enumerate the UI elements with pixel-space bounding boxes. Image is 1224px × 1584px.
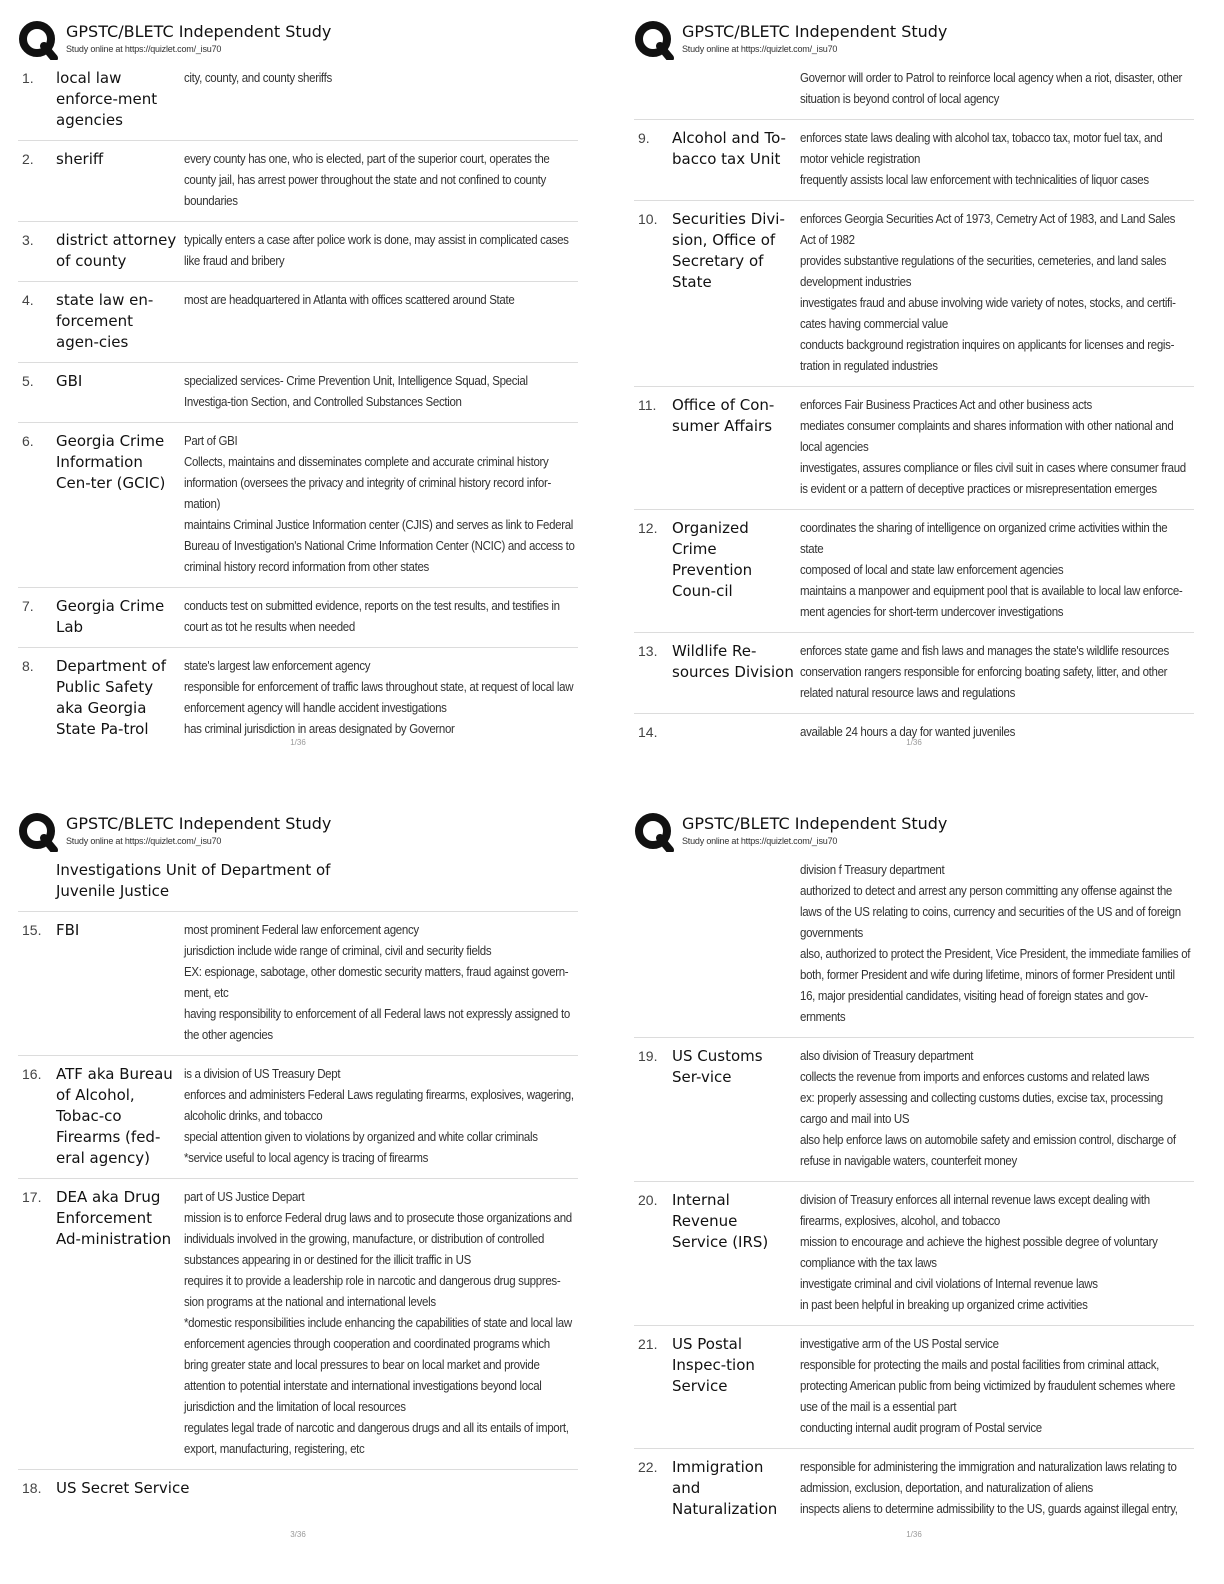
- definition-line: Governor will order to Patrol to reinforce local agency when a riot, disaster, other situation is beyond control of local agency: [800, 71, 1183, 106]
- term-number: 2.: [22, 151, 34, 167]
- definition-line: mission to encourage and achieve the highest possible degree of voluntary compliance with the tax laws: [800, 1235, 1158, 1270]
- term-definitions: [184, 596, 575, 638]
- term-label: Organized Crime Prevention Coun-cil: [672, 519, 753, 600]
- term-definitions: [800, 1334, 1191, 1439]
- definition-line: authorized to detect and arrest any person committing any offense against the laws of the US relating to coins, currency and securities of the US and of foreign governments: [800, 884, 1181, 940]
- definition-line: also, authorized to protect the President, Vice President, the immediate families of both, former President and wife during lifetime, minors of former President until 16, major presidential candidates, visiting head of foreign states and gov-ernments: [800, 947, 1191, 1024]
- term-number: 8.: [22, 658, 34, 674]
- definition-line: is a division of US Treasury Dept: [184, 1067, 341, 1081]
- term-label: US Postal Inspec-tion Service: [672, 1335, 755, 1395]
- definition-line: maintains Criminal Justice Information center (CJIS) and serves as link to Federal Bureau of Investigation's National Crime Information Center (NCIC) and access to criminal history record information from other states: [184, 518, 575, 574]
- term-definitions: [184, 68, 575, 89]
- term-row: [634, 510, 1194, 633]
- quizlet-logo-icon: [634, 20, 674, 60]
- term-number: 22.: [638, 1459, 658, 1475]
- term-label: local law enforce-ment agencies: [56, 69, 158, 129]
- definition-line: division f Treasury department: [800, 863, 945, 877]
- term-label: FBI: [56, 921, 80, 939]
- definition-line: division of Treasury enforces all internal revenue laws except dealing with firearms, explosives, alcohol, and tobacco: [800, 1193, 1150, 1228]
- term-row: [634, 633, 1194, 714]
- page-title: GPSTC/BLETC Independent Study: [682, 814, 948, 833]
- quizlet-logo-icon: [18, 812, 58, 852]
- term-row: [634, 1449, 1194, 1529]
- term-number: 13.: [638, 643, 658, 659]
- page-header: [634, 18, 1194, 62]
- definition-line: investigative arm of the US Postal service: [800, 1337, 999, 1351]
- term-label: US Secret Service: [56, 1479, 190, 1497]
- definition-line: regulates legal trade of narcotic and dangerous drugs and all its entails of import, export, manufacturing, registering, etc: [184, 1421, 569, 1456]
- term-number: 3.: [22, 232, 34, 248]
- study-page: [634, 18, 1216, 788]
- term-row: [18, 141, 578, 222]
- term-row: [634, 120, 1194, 201]
- term-row: [634, 60, 1194, 120]
- term-definitions: [184, 1064, 575, 1169]
- term-definitions: [800, 860, 1191, 1028]
- term-row: [634, 1326, 1194, 1449]
- page-header: [634, 810, 1194, 854]
- term-list: [634, 852, 1194, 1529]
- definition-line: has criminal jurisdiction in areas designated by Governor: [184, 722, 455, 736]
- definition-line: also division of Treasury department: [800, 1049, 974, 1063]
- definition-line: *domestic responsibilities include enhancing the capabilities of state and local law enforcement agencies through cooperation and coordinated programs which bring greater state and local pressures to bear on local market and provide attention to potential interstate and international investigations beyond local jurisdiction and the limitation of local resources: [184, 1316, 572, 1414]
- term-label: Immigration and Naturalization: [672, 1458, 778, 1518]
- term-row: [18, 363, 578, 423]
- definition-line: requires it to provide a leadership role in narcotic and dangerous drug suppres-sion programs at the national and international levels: [184, 1274, 561, 1309]
- term-row: [634, 1182, 1194, 1326]
- page-title: GPSTC/BLETC Independent Study: [66, 22, 332, 41]
- page-title: GPSTC/BLETC Independent Study: [682, 22, 948, 41]
- definition-line: typically enters a case after police work is done, may assist in complicated cases like fraud and bribery: [184, 233, 569, 268]
- term-list: [18, 852, 578, 1508]
- definition-line: collects the revenue from imports and enforces customs and related laws: [800, 1070, 1150, 1084]
- definition-line: every county has one, who is elected, part of the superior court, operates the county jail, has arrest power throughout the state and not confined to county boundaries: [184, 152, 550, 208]
- term-row: [18, 588, 578, 648]
- page-header: [18, 810, 578, 854]
- term-definitions: [800, 395, 1191, 500]
- term-number: 6.: [22, 433, 34, 449]
- definition-line: maintains a manpower and equipment pool that is available to local law enforce-ment agencies for short-term undercover investigations: [800, 584, 1183, 619]
- term-definitions: [184, 920, 575, 1046]
- term-number: 1.: [22, 70, 34, 86]
- definition-line: enforces state laws dealing with alcohol tax, tobacco tax, motor fuel tax, and motor vehicle registration: [800, 131, 1163, 166]
- term-label: US Customs Ser-vice: [672, 1047, 763, 1086]
- term-definitions: [800, 1190, 1191, 1316]
- definition-line: state's largest law enforcement agency: [184, 659, 371, 673]
- term-list: [18, 60, 578, 749]
- term-row: [18, 282, 578, 363]
- term-row: [18, 1179, 578, 1470]
- term-number: 9.: [638, 130, 650, 146]
- term-label: Department of Public Safety aka Georgia State Pa-trol: [56, 657, 166, 738]
- definition-line: conservation rangers responsible for enforcing boating safety, litter, and other related natural resource laws and regulations: [800, 665, 1168, 700]
- page-title: GPSTC/BLETC Independent Study: [66, 814, 332, 833]
- definition-line: city, county, and county sheriffs: [184, 71, 332, 85]
- definition-line: mission is to enforce Federal drug laws and to prosecute those organizations and individuals involved in the growing, manufacture, or distribution of controlled substances appearing in or destined for the illicit traffic in US: [184, 1211, 572, 1267]
- page-header: [18, 18, 578, 62]
- term-definitions: [184, 1187, 575, 1460]
- term-definitions: [184, 230, 575, 272]
- page-subtitle: Study online at https://quizlet.com/_isu70: [682, 836, 838, 846]
- definition-line: ex: properly assessing and collecting customs duties, excise tax, processing cargo and mail into US: [800, 1091, 1163, 1126]
- definition-line: investigates fraud and abuse involving wide variety of notes, stocks, and certifi-cates having commercial value: [800, 296, 1176, 331]
- term-number: 20.: [638, 1192, 658, 1208]
- term-number: 14.: [638, 724, 658, 740]
- term-row: [18, 222, 578, 282]
- term-row: [634, 852, 1194, 1038]
- definition-line: Part of GBI: [184, 434, 238, 448]
- definition-line: frequently assists local law enforcement with technicalities of liquor cases: [800, 173, 1149, 187]
- term-label: district attorney of county: [56, 231, 177, 270]
- term-row: [18, 912, 578, 1056]
- definition-line: composed of local and state law enforcement agencies: [800, 563, 1064, 577]
- term-row: [18, 423, 578, 588]
- page-subtitle: Study online at https://quizlet.com/_isu70: [66, 836, 222, 846]
- term-number: 5.: [22, 373, 34, 389]
- page-number: 1/36: [906, 1530, 922, 1539]
- term-number: 15.: [22, 922, 42, 938]
- term-row: [18, 852, 578, 912]
- term-label: Alcohol and To-bacco tax Unit: [672, 129, 786, 168]
- term-row: [634, 201, 1194, 387]
- term-number: 21.: [638, 1336, 658, 1352]
- page-number: 3/36: [290, 1530, 306, 1539]
- term-row: [634, 1038, 1194, 1182]
- term-definitions: [800, 1046, 1191, 1172]
- definition-line: investigates, assures compliance or files civil suit in cases where consumer fraud is evident or a pattern of deceptive practices or misrepresentation emerges: [800, 461, 1186, 496]
- page-subtitle: Study online at https://quizlet.com/_isu70: [682, 44, 838, 54]
- definition-line: conducts test on submitted evidence, reports on the test results, and testifies in court as tot he results when needed: [184, 599, 560, 634]
- term-label: Georgia Crime Information Cen-ter (GCIC): [56, 432, 166, 492]
- definition-line: mediates consumer complaints and shares information with other national and local agencies: [800, 419, 1174, 454]
- term-row: [18, 648, 578, 749]
- definition-line: Collects, maintains and disseminates complete and accurate criminal history information (oversees the privacy and integrity of criminal history record infor-mation): [184, 455, 551, 511]
- definition-line: inspects aliens to determine admissibility to the US, guards against illegal entry,: [800, 1502, 1178, 1516]
- definition-line: investigate criminal and civil violations of Internal revenue laws: [800, 1277, 1098, 1291]
- term-row: [634, 387, 1194, 510]
- term-number: 4.: [22, 292, 34, 308]
- term-number: 12.: [638, 520, 658, 536]
- term-number: 11.: [638, 397, 657, 413]
- definition-line: enforces Fair Business Practices Act and other business acts: [800, 398, 1092, 412]
- term-definitions: [184, 149, 575, 212]
- term-number: 19.: [638, 1048, 658, 1064]
- term-number: 16.: [22, 1066, 42, 1082]
- quizlet-logo-icon: [18, 20, 58, 60]
- definition-line: in past been helpful in breaking up organized crime activities: [800, 1298, 1088, 1312]
- term-label: ATF aka Bureau of Alcohol, Tobac-co Firearms (fed-eral agency): [56, 1065, 173, 1167]
- definition-line: *service useful to local agency is tracing of firearms: [184, 1151, 429, 1165]
- study-page: [18, 18, 600, 788]
- term-number: 17.: [22, 1189, 42, 1205]
- term-label: Investigations Unit of Department of Juvenile Justice: [56, 861, 331, 900]
- term-definitions: [800, 209, 1191, 377]
- term-label: Wildlife Re-sources Division: [672, 642, 794, 681]
- definition-line: conducts background registration inquires on applicants for licenses and regis-tration in regulated industries: [800, 338, 1175, 373]
- term-label: Georgia Crime Lab: [56, 597, 165, 636]
- definition-line: available 24 hours a day for wanted juveniles: [800, 725, 1016, 739]
- definition-line: provides substantive regulations of the securities, cemeteries, and land sales development industries: [800, 254, 1167, 289]
- term-definitions: [800, 1457, 1191, 1520]
- term-row: [18, 1056, 578, 1179]
- term-definitions: [184, 656, 575, 740]
- definition-line: specialized services- Crime Prevention Unit, Intelligence Squad, Special Investiga-tion Section, and Controlled Substances Section: [184, 374, 528, 409]
- term-definitions: [184, 290, 575, 311]
- term-label: DEA aka Drug Enforcement Ad-ministration: [56, 1188, 172, 1248]
- definition-line: enforces Georgia Securities Act of 1973, Cemetry Act of 1983, and Land Sales Act of 1982: [800, 212, 1176, 247]
- definition-line: responsible for enforcement of traffic laws throughout state, at request of local law enforcement agency will handle accident investigations: [184, 680, 574, 715]
- term-label: Office of Con-sumer Affairs: [672, 396, 775, 435]
- term-number: 10.: [638, 211, 658, 227]
- study-page: [634, 810, 1216, 1580]
- term-label: GBI: [56, 372, 83, 390]
- quizlet-logo-icon: [634, 812, 674, 852]
- definition-line: part of US Justice Depart: [184, 1190, 305, 1204]
- definition-line: also help enforce laws on automobile safety and emission control, discharge of refuse in navigable waters, counterfeit money: [800, 1133, 1176, 1168]
- definition-line: enforces and administers Federal Laws regulating firearms, explosives, wagering, alcoholic drinks, and tobacco: [184, 1088, 574, 1123]
- term-number: 7.: [22, 598, 34, 614]
- term-label: Securities Divi-sion, Office of Secretary of State: [672, 210, 785, 291]
- term-list: [634, 60, 1194, 752]
- term-definitions: [800, 518, 1191, 623]
- term-label: state law en-forcement agen-cies: [56, 291, 154, 351]
- term-row: [18, 1470, 578, 1508]
- definition-line: EX: espionage, sabotage, other domestic security matters, fraud against govern-ment, etc: [184, 965, 569, 1000]
- term-definitions: [800, 68, 1191, 110]
- definition-line: enforces state game and fish laws and manages the state's wildlife resources: [800, 644, 1169, 658]
- term-label: sheriff: [56, 150, 104, 168]
- definition-line: conducting internal audit program of Postal service: [800, 1421, 1042, 1435]
- term-number: 18.: [22, 1480, 42, 1496]
- definition-line: most prominent Federal law enforcement agency: [184, 923, 419, 937]
- definition-line: special attention given to violations by organized and white collar criminals: [184, 1130, 538, 1144]
- definition-line: responsible for administering the immigration and naturalization laws relating to admission, exclusion, deportation, and naturalization of aliens: [800, 1460, 1177, 1495]
- term-definitions: [800, 641, 1191, 704]
- page-subtitle: Study online at https://quizlet.com/_isu70: [66, 44, 222, 54]
- definition-line: having responsibility to enforcement of all Federal laws not expressly assigned to the other agencies: [184, 1007, 570, 1042]
- definition-line: jurisdiction include wide range of criminal, civil and security fields: [184, 944, 492, 958]
- term-row: [18, 60, 578, 141]
- page-number: 1/36: [290, 738, 306, 747]
- page-number: 1/36: [906, 738, 922, 747]
- term-label: Internal Revenue Service (IRS): [672, 1191, 769, 1251]
- definition-line: most are headquartered in Atlanta with offices scattered around State: [184, 293, 515, 307]
- term-definitions: [184, 431, 575, 578]
- definition-line: responsible for protecting the mails and postal facilities from criminal attack, protecting American public from being victimized by fraudulent schemes where use of the mail is a essential part: [800, 1358, 1176, 1414]
- definition-line: coordinates the sharing of intelligence on organized crime activities within the state: [800, 521, 1168, 556]
- term-definitions: [184, 371, 575, 413]
- study-page: [18, 810, 600, 1580]
- term-definitions: [800, 128, 1191, 191]
